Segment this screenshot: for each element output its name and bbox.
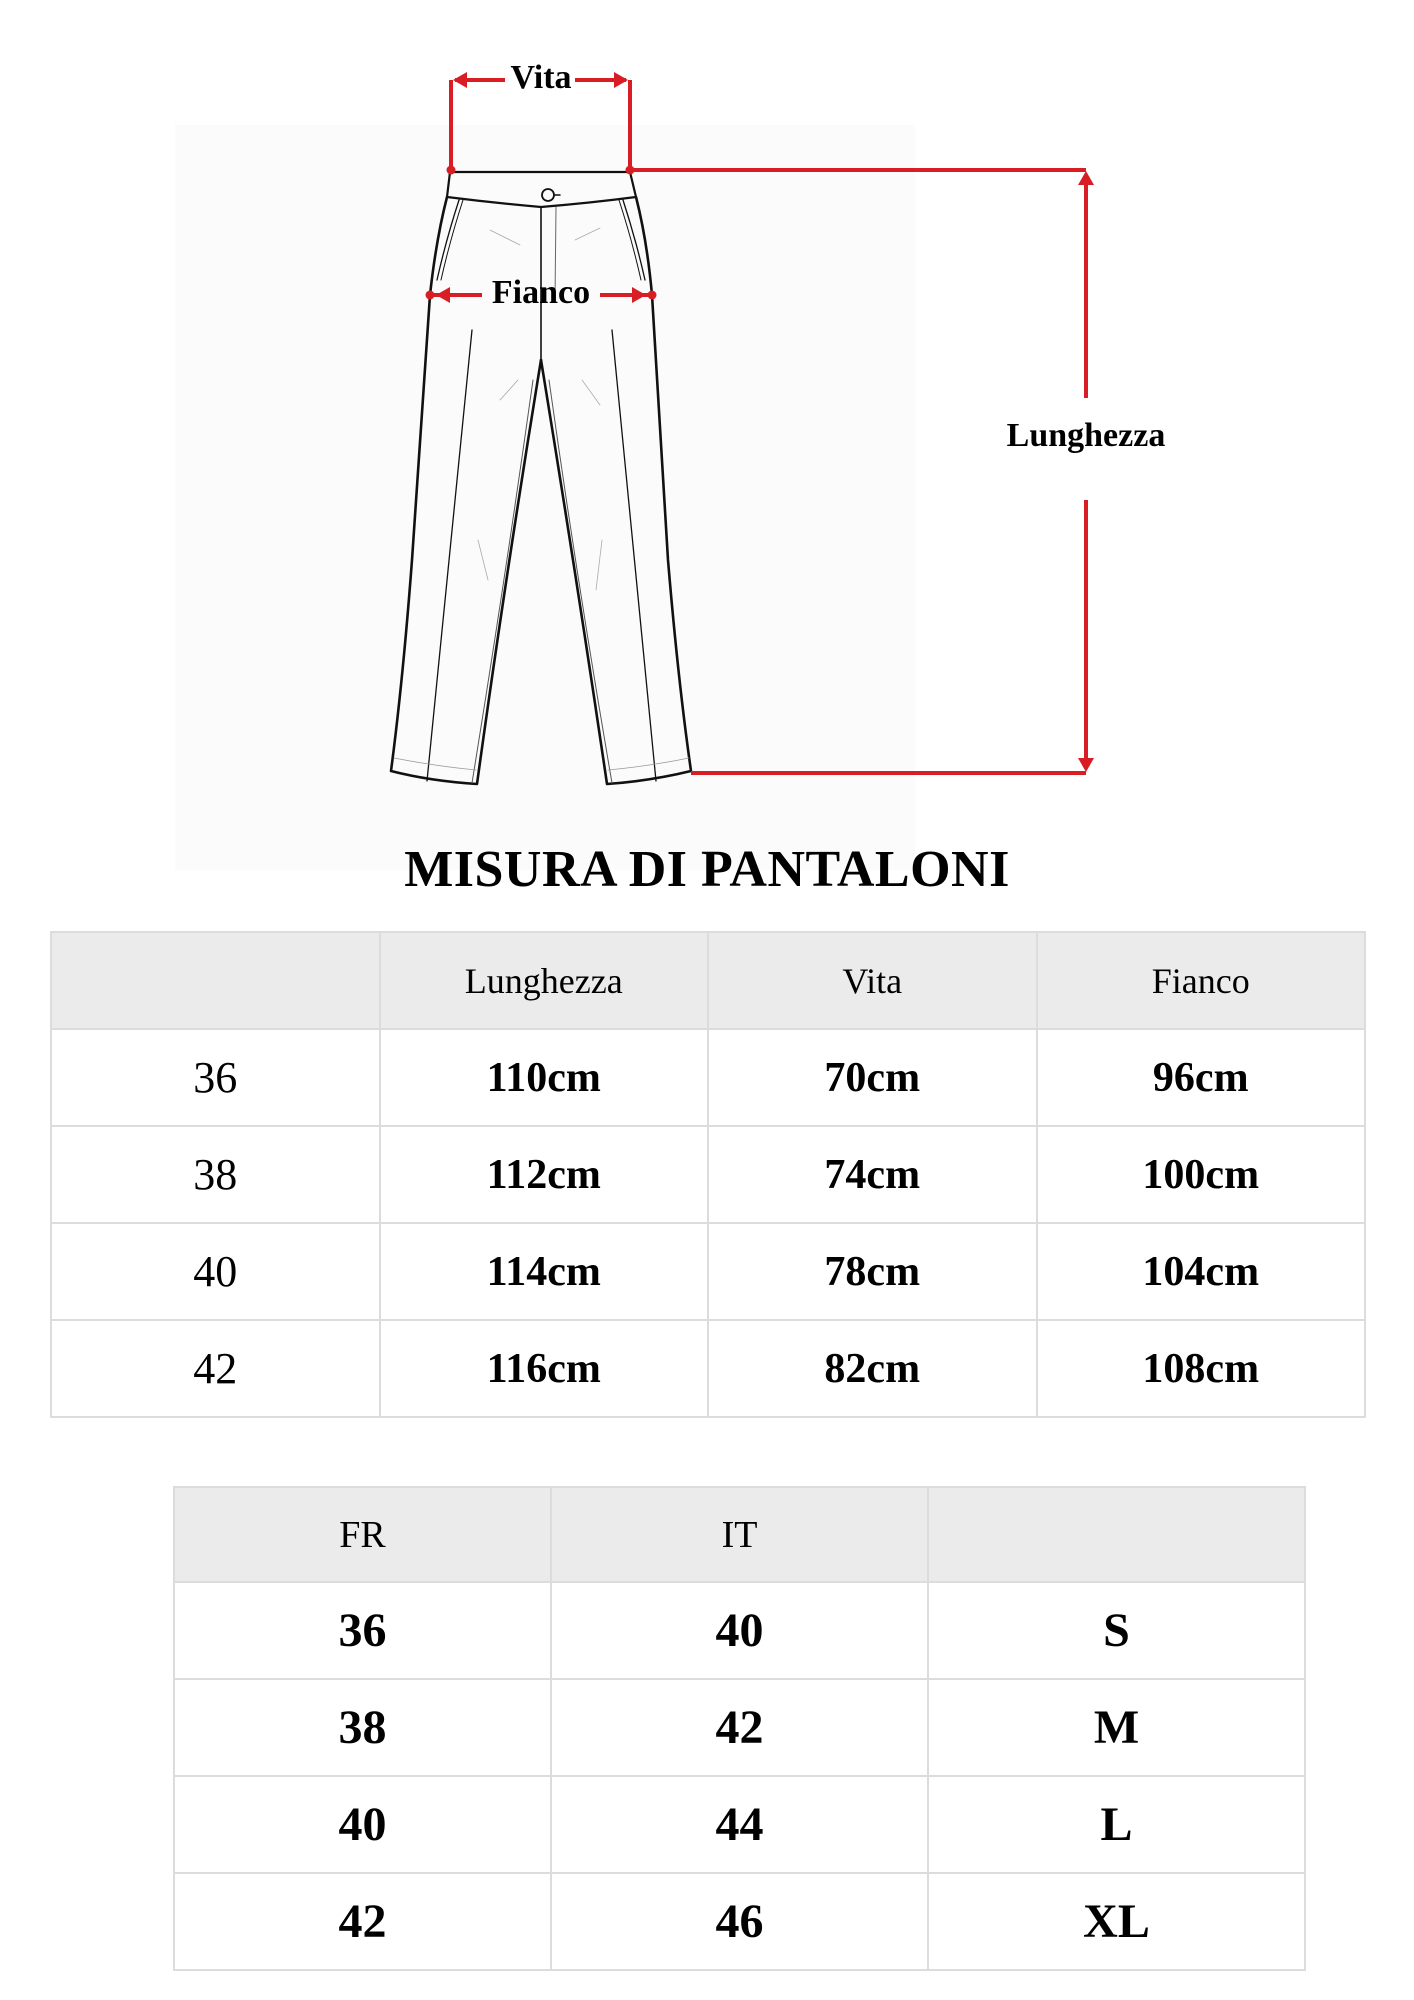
pants-measurement-diagram [0,0,1414,900]
table-row [51,1320,1365,1417]
hip-label: Fianco [491,274,591,311]
size-cell: 36 [51,1029,380,1126]
fr-cell: 38 [174,1679,551,1776]
table-row [174,1873,1305,1970]
header-letter [928,1487,1305,1582]
size-cell: 40 [51,1223,380,1320]
header-waist: Vita [708,932,1037,1029]
waist-label: Vita [510,59,572,96]
letter-size-cell: L [928,1776,1305,1873]
letter-size-cell: S [928,1582,1305,1679]
length-cell: 116cm [380,1320,709,1417]
illustration-background [175,125,915,870]
table-row [174,1679,1305,1776]
letter-size-cell: M [928,1679,1305,1776]
size-cell: 38 [51,1126,380,1223]
header-fr: FR [174,1487,551,1582]
fr-cell: 42 [174,1873,551,1970]
size-cell: 42 [51,1320,380,1417]
fr-cell: 36 [174,1582,551,1679]
waist-cell: 82cm [708,1320,1037,1417]
it-cell: 46 [551,1873,928,1970]
arrow-left-icon [453,72,467,88]
size-conversion-table [173,1486,1306,1971]
table-row [174,1776,1305,1873]
waist-cell: 78cm [708,1223,1037,1320]
arrow-right-icon [614,72,628,88]
length-cell: 114cm [380,1223,709,1320]
fr-cell: 40 [174,1776,551,1873]
arrow-up-icon [1078,171,1094,185]
hip-cell: 108cm [1037,1320,1366,1417]
header-it: IT [551,1487,928,1582]
table-row [51,1223,1365,1320]
table-row [51,1029,1365,1126]
page-title: MISURA DI PANTALONI [404,841,1010,898]
length-cell: 110cm [380,1029,709,1126]
hip-cell: 104cm [1037,1223,1366,1320]
hip-cell: 96cm [1037,1029,1366,1126]
arrow-down-icon [1078,758,1094,772]
it-cell: 44 [551,1776,928,1873]
it-cell: 42 [551,1679,928,1776]
header-size [51,932,380,1029]
table-row [174,1582,1305,1679]
length-cell: 112cm [380,1126,709,1223]
table-header-row [51,932,1365,1029]
waist-cell: 70cm [708,1029,1037,1126]
letter-size-cell: XL [928,1873,1305,1970]
it-cell: 40 [551,1582,928,1679]
header-hip: Fianco [1037,932,1366,1029]
hip-cell: 100cm [1037,1126,1366,1223]
waist-cell: 74cm [708,1126,1037,1223]
table-row [51,1126,1365,1223]
header-length: Lunghezza [380,932,709,1029]
measurements-table [50,931,1366,1418]
length-label: Lunghezza [1006,417,1166,454]
table-header-row [174,1487,1305,1582]
